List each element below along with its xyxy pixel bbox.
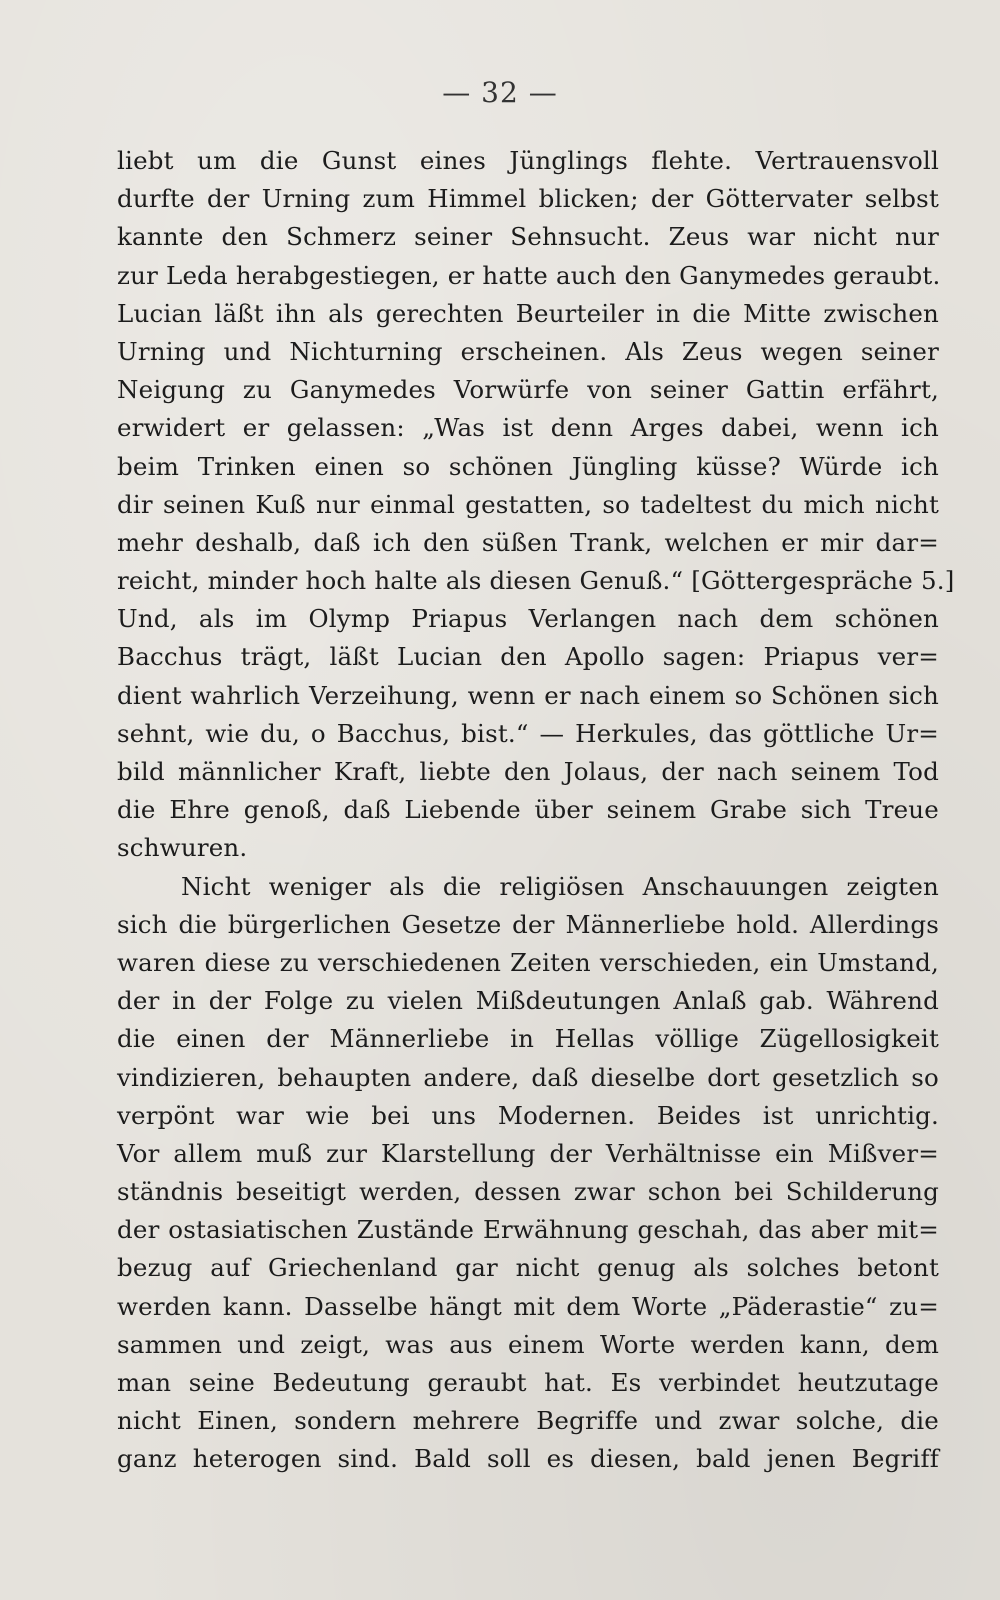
- text-line: bild männlicher Kraft, liebte den Jolaus, der nach seinem Tod: [117, 757, 939, 786]
- text-line: verpönt war wie bei uns Modernen. Beides ist unrichtig.: [117, 1100, 939, 1130]
- text-line: Urning und Nichturning erscheinen. Als Zeus wegen seiner: [117, 336, 939, 366]
- text-line: dir seinen Kuß nur einmal gestatten, so tadeltest du mich nicht: [117, 489, 939, 519]
- text-line: bezug auf Griechenland gar nicht genug als solches betont: [117, 1253, 939, 1283]
- text-line: waren diese zu verschiedenen Zeiten verschieden, ein Umstand,: [117, 947, 939, 977]
- text-line: zur Leda herabgestiegen, er hatte auch den Ganymedes geraubt.: [117, 260, 941, 290]
- text-line: dient wahrlich Verzeihung, wenn er nach einem so Schönen sich: [117, 680, 939, 710]
- text-line: die Ehre genoß, daß Liebende über seinem Grabe sich Treue: [117, 795, 939, 825]
- text-line: Vor allem muß zur Klarstellung der Verhältnisse ein Mißver=: [117, 1138, 939, 1168]
- paragraph-end-line: schwuren.: [117, 833, 248, 863]
- page-number: — 32 —: [442, 76, 558, 109]
- text-line: Neigung zu Ganymedes Vorwürfe von seiner Gattin erfährt,: [117, 375, 939, 405]
- text-line: man seine Bedeutung geraubt hat. Es verbindet heutzutage: [117, 1368, 939, 1397]
- text-line: liebt um die Gunst eines Jünglings flehte. Vertrauensvoll: [117, 146, 939, 175]
- text-line: werden kann. Dasselbe hängt mit dem Worte „Päderastie“ zu=: [117, 1291, 939, 1321]
- text-line: Und, als im Olymp Priapus Verlangen nach dem schönen: [117, 604, 939, 634]
- text-line: erwidert er gelassen: „Was ist denn Arges dabei, wenn ich: [117, 413, 939, 443]
- text-line: sich die bürgerlichen Gesetze der Männerliebe hold. Allerdings: [117, 909, 939, 939]
- text-line: nicht Einen, sondern mehrere Begriffe und zwar solche, die: [117, 1406, 939, 1436]
- text-line: vindizieren, behaupten andere, daß dieselbe dort gesetzlich so: [117, 1062, 939, 1092]
- text-line: Bacchus trägt, läßt Lucian den Apollo sagen: Priapus ver=: [117, 642, 939, 672]
- text-line: kannte den Schmerz seiner Sehnsucht. Zeus war nicht nur: [117, 222, 939, 252]
- text-line: Lucian läßt ihn als gerechten Beurteiler in die Mitte zwischen: [117, 298, 939, 328]
- text-line: sammen und zeigt, was aus einem Worte werden kann, dem: [117, 1329, 939, 1359]
- text-line: sehnt, wie du, o Bacchus, bist.“ — Herkules, das göttliche Ur=: [117, 718, 939, 748]
- text-line: die einen der Männerliebe in Hellas völlige Zügellosigkeit: [117, 1024, 939, 1054]
- text-line: beim Trinken einen so schönen Jüngling küsse? Würde ich: [117, 451, 939, 481]
- paragraph-start-line: Nicht weniger als die religiösen Anschauungen zeigten: [181, 871, 939, 901]
- text-line: durfte der Urning zum Himmel blicken; der Göttervater selbst: [117, 184, 939, 214]
- text-line: ganz heterogen sind. Bald soll es diesen, bald jenen Begriff: [117, 1444, 939, 1474]
- text-line: ständnis beseitigt werden, dessen zwar schon bei Schilderung: [117, 1177, 939, 1207]
- text-line: der in der Folge zu vielen Mißdeutungen Anlaß gab. Während: [117, 986, 939, 1016]
- text-line: reicht, minder hoch halte als diesen Genuß.“ [Göttergespräche 5.]: [117, 566, 955, 596]
- text-line: der ostasiatischen Zustände Erwähnung geschah, das aber mit=: [117, 1215, 939, 1245]
- body-text: [117, 142, 955, 1479]
- text-line: mehr deshalb, daß ich den süßen Trank, welchen er mir dar=: [117, 527, 939, 557]
